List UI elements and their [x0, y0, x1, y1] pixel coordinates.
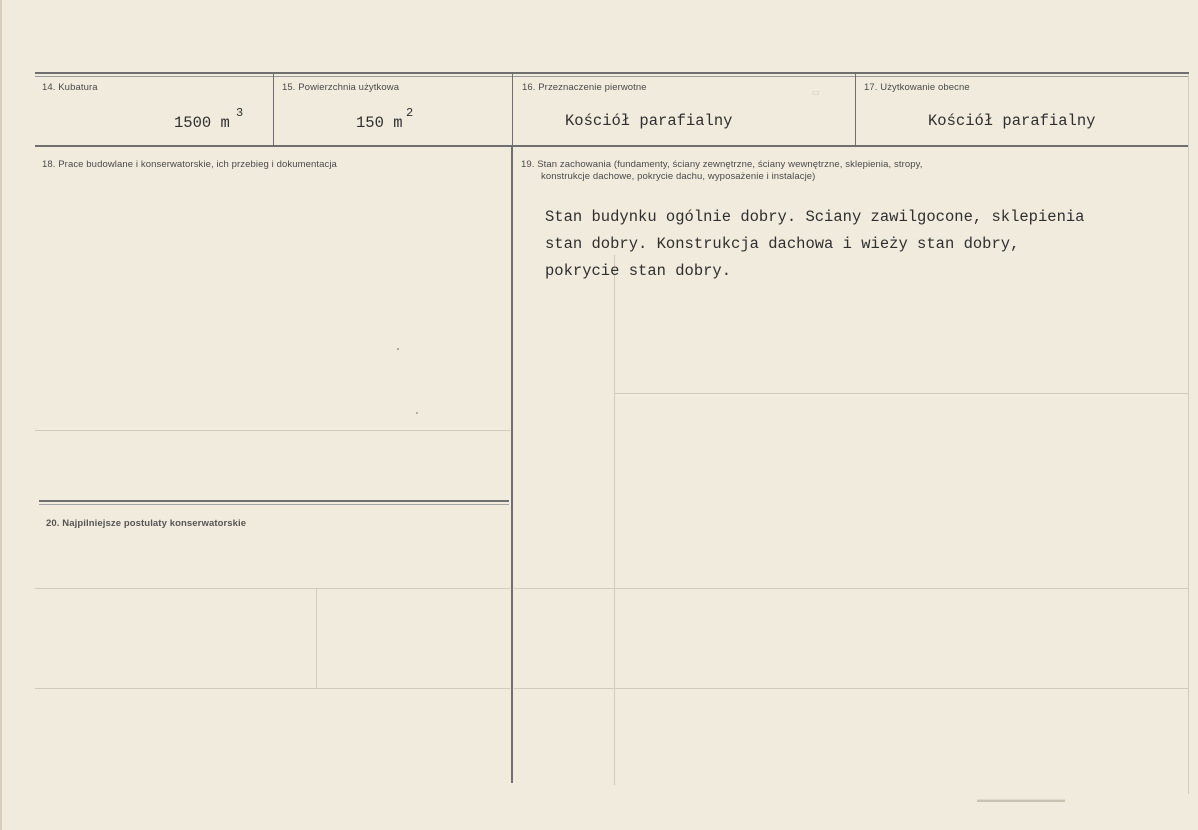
field-14-label: 14. Kubatura	[42, 82, 98, 93]
field-15-value: 150 m	[356, 114, 403, 132]
bleed-line	[35, 430, 510, 431]
field-15-label: 15. Powierzchnia użytkowa	[282, 82, 400, 93]
main-col-divider	[511, 147, 513, 783]
field-18-label: 18. Prace budowlane i konserwatorskie, ich przebieg i dokumentacja	[42, 159, 337, 170]
field-19-text-line: Stan budynku ogólnie dobry. Sciany zawilgocone, sklepienia	[545, 208, 1085, 226]
field-19-label-line1: 19. Stan zachowania (fundamenty, ściany zewnętrzne, ściany wewnętrzne, sklepienia, stropy,	[521, 159, 923, 170]
bleed-line	[35, 688, 510, 689]
bleed-line	[316, 588, 317, 688]
col-divider-16-17	[855, 74, 856, 146]
bleed-line	[514, 688, 1189, 689]
field-15-unit-exponent: 2	[406, 106, 414, 120]
field-19-text-line: pokrycie stan dobry.	[545, 262, 732, 280]
top-rule	[35, 72, 1189, 74]
bleed-mark: ▭	[812, 88, 820, 97]
row-divider	[35, 145, 1189, 147]
field20-top-rule	[39, 500, 509, 502]
field-17-value: Kościół parafialny	[928, 112, 1096, 130]
bleed-line	[35, 588, 510, 589]
field-14-unit-exponent: 3	[236, 106, 244, 120]
field-17-label: 17. Użytkowanie obecne	[864, 82, 970, 93]
field-14-value: 1500 m	[174, 114, 230, 132]
col-divider-15-16	[512, 74, 513, 146]
field-16-label: 16. Przeznaczenie pierwotne	[522, 82, 647, 93]
bleed-line	[1188, 74, 1189, 794]
field-20-label: 20. Najpilniejsze postulaty konserwatorskie	[46, 518, 247, 529]
col-divider-14-15	[273, 74, 274, 146]
top-rule-inner	[35, 76, 1189, 77]
paper-speck	[397, 348, 399, 350]
bleed-line	[614, 393, 1189, 394]
field-19-text	[545, 204, 1085, 285]
field-19-label-line2: konstrukcje dachowe, pokrycie dachu, wyposażenie i instalacje)	[541, 171, 816, 182]
bleed-line	[514, 588, 1189, 589]
field-19-text-line: stan dobry. Konstrukcja dachowa i wieży stan dobry,	[545, 235, 1020, 253]
bleed-mark: ▬▬▬▬▬▬▬▬▬▬▬	[977, 795, 1065, 804]
field20-top-rule-inner	[39, 504, 509, 505]
field-16-value: Kościół parafialny	[565, 112, 733, 130]
bleed-line	[614, 255, 615, 785]
paper-speck	[416, 412, 418, 414]
